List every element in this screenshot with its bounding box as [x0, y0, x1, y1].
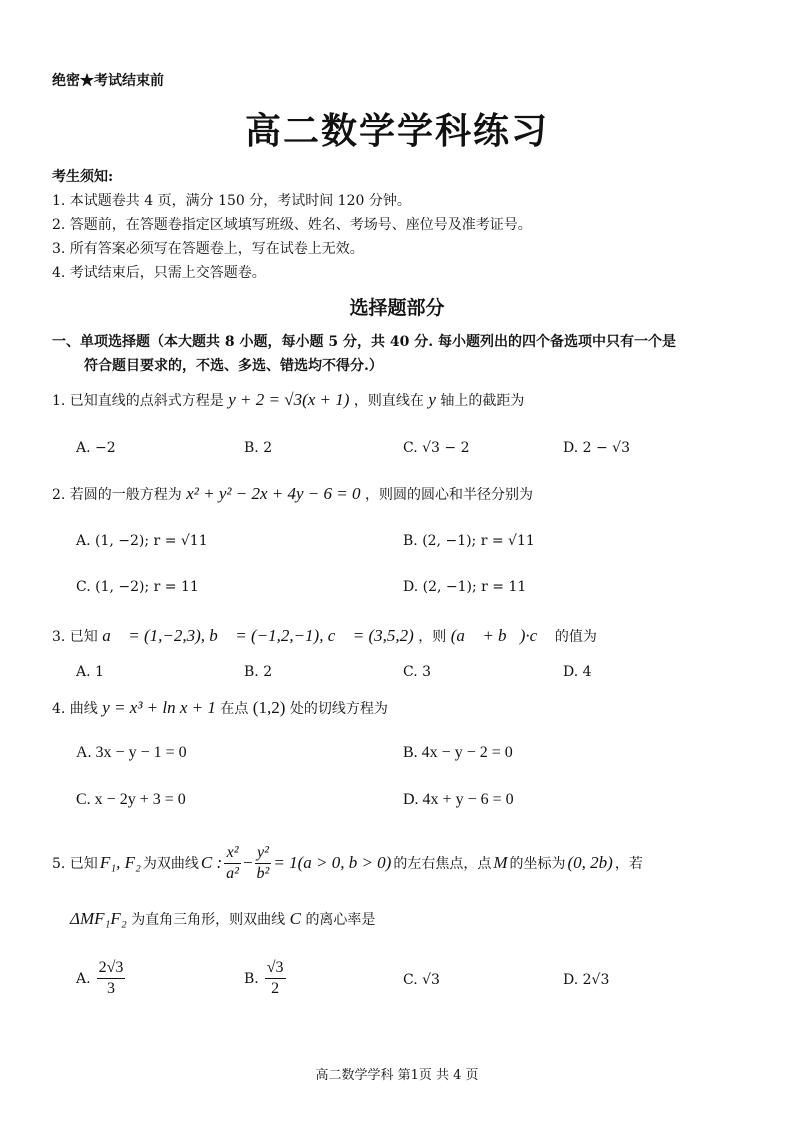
q4-suffix: 处的切线方程为 — [289, 701, 388, 717]
page-title: 高二数学学科练习 — [244, 110, 549, 152]
q2-option-d[interactable]: D. (2, −1); r = 11 — [403, 579, 527, 595]
q4-option-b[interactable]: B. 4x − y − 2 = 0 — [403, 744, 513, 761]
q3-suffix: ，则 — [418, 629, 447, 645]
q5-opt-a-num: 2√3 — [97, 958, 126, 979]
q2-formula: x² + y² − 2x + 4y − 6 = 0 — [186, 484, 361, 503]
q5-frac1-den: a² — [226, 864, 239, 882]
q5-opt-b-den: 2 — [271, 980, 280, 997]
q5-curve-name: C : — [200, 853, 223, 872]
q4-formula: y = x³ + ln x + 1 — [102, 698, 216, 717]
notice-heading: 考生须知: — [52, 169, 114, 185]
q5-line2-mid: 为直角三角形，则双曲线 — [131, 912, 286, 928]
q5-curve-c: C — [289, 909, 301, 928]
q3-formula2: (a⃗ + b⃗)·c⃗ — [450, 626, 551, 645]
q3-suffix2: 的值为 — [554, 629, 597, 645]
q5-minus: − — [242, 853, 253, 872]
q1-option-b[interactable]: B. 2 — [244, 440, 273, 456]
q3-option-c[interactable]: C. 3 — [403, 664, 432, 680]
q4-prefix: 4. 曲线 — [52, 701, 98, 717]
q5-frac2-num: y² — [255, 843, 272, 864]
q2-prefix: 2. 若圆的一般方程为 — [52, 487, 182, 503]
q3-option-b[interactable]: B. 2 — [244, 664, 273, 680]
section-title: 选择题部分 — [349, 297, 445, 319]
part-instructions-cont: 符合题目要求的，不选、多选、错选均不得分.） — [84, 358, 383, 374]
q5-frac1-num: x² — [224, 843, 241, 864]
q5-fraction-y — [255, 843, 272, 884]
q5-point-name: M — [493, 853, 508, 872]
question-5-line2 — [70, 909, 375, 929]
q1-option-a[interactable]: A. −2 — [76, 440, 116, 456]
page-footer: 高二数学学科 第1页 共 4 页 — [315, 1068, 479, 1083]
q1-formula: y + 2 = √3(x + 1) — [228, 390, 350, 409]
question-2 — [52, 484, 533, 504]
q4-mid: 在点 — [220, 701, 249, 717]
confidential-label: 绝密★考试结束前 — [52, 73, 164, 89]
q3-option-a[interactable]: A. 1 — [76, 664, 104, 680]
q5-opt-a-den: 3 — [106, 980, 115, 997]
question-5 — [52, 838, 643, 888]
q2-option-c[interactable]: C. (1, −2); r = 11 — [76, 579, 199, 595]
q5-prefix: 5. 已知 — [52, 856, 98, 872]
question-4 — [52, 698, 388, 718]
q4-option-a[interactable]: A. 3x − y − 1 = 0 — [76, 744, 187, 761]
q1-suffix: ，则直线在 — [353, 393, 424, 409]
q5-option-b[interactable] — [244, 958, 286, 999]
q5-option-a[interactable] — [76, 958, 125, 999]
q5-opt-b-label: B. — [244, 970, 259, 987]
q3-prefix: 3. 已知 — [52, 629, 98, 645]
q5-triangle: ΔMF₁F₂ — [70, 909, 127, 928]
q3-option-d[interactable]: D. 4 — [563, 664, 592, 680]
q5-mid2: 的左右焦点，点 — [393, 856, 492, 872]
q5-line2-suffix: 的离心率是 — [305, 912, 376, 928]
q5-opt-a-label: A. — [76, 970, 91, 987]
q5-coord: (0, 2b) — [567, 853, 613, 872]
q1-option-d[interactable]: D. 2 − √3 — [563, 440, 630, 456]
q4-option-d[interactable]: D. 4x + y − 6 = 0 — [403, 791, 514, 808]
q1-prefix: 1. 已知直线的点斜式方程是 — [52, 393, 224, 409]
q5-fraction-x — [224, 843, 241, 884]
question-1 — [52, 390, 524, 410]
q1-var: y — [428, 390, 436, 409]
q3-formula: a⃗ = (1,−2,3), b⃗ = (−1,2,−1), c⃗ = (3,5,2) — [102, 626, 414, 645]
notice-item: 4. 考试结束后，只需上交答题卷。 — [52, 265, 266, 281]
notice-item: 3. 所有答案必须写在答题卷上，写在试卷上无效。 — [52, 241, 364, 257]
q4-point: (1,2) — [252, 698, 286, 717]
q5-option-c[interactable]: C. √3 — [403, 972, 440, 988]
notice-item: 2. 答题前，在答题卷指定区域填写班级、姓名、考场号、座位号及准考证号。 — [52, 217, 532, 233]
q5-eq-rest: = 1(a > 0, b > 0) — [273, 853, 392, 872]
q5-opt-a-fraction — [97, 958, 126, 999]
q2-suffix: ，则圆的圆心和半径分别为 — [364, 487, 533, 503]
q5-foci: F₁, F₂ — [99, 853, 141, 872]
q5-opt-b-num: √3 — [265, 958, 286, 979]
q5-mid1: 为双曲线 — [142, 856, 199, 872]
q5-frac2-den: b² — [256, 864, 270, 882]
part-instructions: 一、单项选择题（本大题共 8 小题，每小题 5 分，共 40 分. 每小题列出的四个备选项中只有一个是 — [52, 334, 676, 350]
q2-option-a[interactable]: A. (1, −2); r = √11 — [76, 533, 208, 549]
question-3 — [52, 626, 597, 646]
q2-option-b[interactable]: B. (2, −1); r = √11 — [403, 533, 535, 549]
q5-suffix: ，若 — [614, 856, 643, 872]
q1-option-c[interactable]: C. √3 − 2 — [403, 440, 470, 456]
q5-option-d[interactable]: D. 2√3 — [563, 972, 610, 988]
q4-option-c[interactable]: C. x − 2y + 3 = 0 — [76, 791, 186, 808]
q1-suffix2: 轴上的截距为 — [440, 393, 525, 409]
q5-mid3: 的坐标为 — [509, 856, 566, 872]
notice-item: 1. 本试题卷共 4 页，满分 150 分，考试时间 120 分钟。 — [52, 193, 411, 209]
q5-opt-b-fraction — [265, 958, 286, 999]
